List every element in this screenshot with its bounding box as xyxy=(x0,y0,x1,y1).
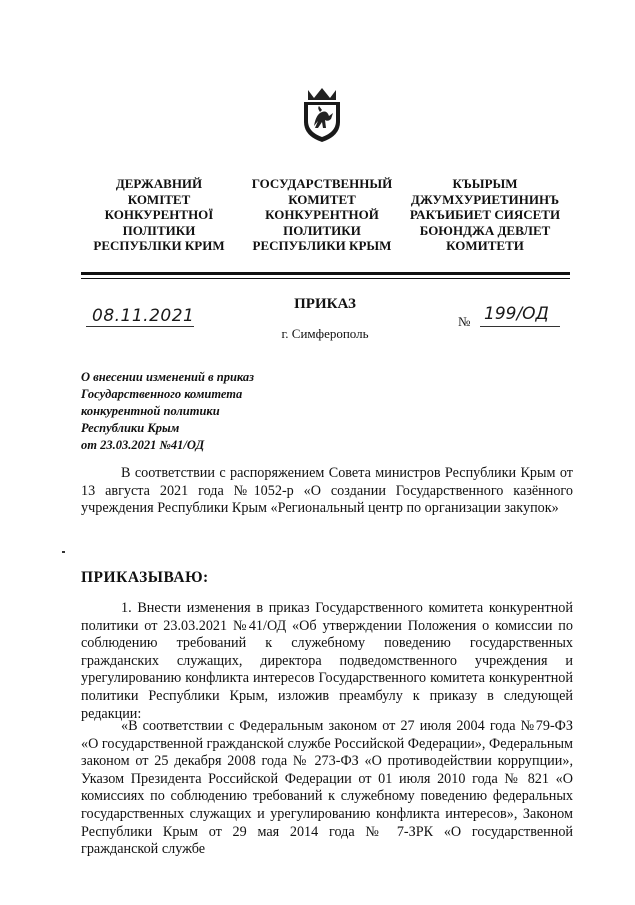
header-right-line: БОЮНДЖА ДЕВЛЕТ xyxy=(419,222,551,238)
order-number-label: № xyxy=(458,314,471,329)
header-center-line: ГОСУДАРСТВЕННЫЙ xyxy=(251,176,393,191)
header-center-line: КОМИТЕТ xyxy=(288,191,356,207)
new-preamble-paragraph: «В соответствии с Федеральным законом от 27 июля 2004 года №79-ФЗ «О государственной гражданской службе Российской Федерации», Федеральным законом от 25 декабря 2008 года № 273-ФЗ «О противодействии коррупции», Указом Президента Российской Федерации от 01 июля 2010 года № 821 «О комиссиях по соблюдению требований к служебному поведению федеральных государственных служащих и урегулированию конфликта интересов», Законом Республики Крым от 29 мая 2014 года № 7-ЗРК «О государственной гражданской службе xyxy=(81,718,573,858)
order-word: ПРИКАЗЫВАЮ: xyxy=(81,569,209,586)
subject-line: от 23.03.2021 №41/ОД xyxy=(81,438,205,452)
header-center-line: КОНКУРЕНТНОЙ xyxy=(265,207,379,222)
crimea-coat-of-arms-icon xyxy=(300,86,344,144)
header-center-line: ПОЛИТИКИ xyxy=(283,222,361,238)
item-1-paragraph: 1. Внести изменения в приказ Государственного комитета конкурентной политики от 23.03.2021 №41/ОД «Об утверждении Положения о комиссии по соблюдению требований к служебному поведению государственных гражданских служащих, директора подведомственного учреждения и урегулированию конфликта интересов Государственного комитета конкурентной политики Республики Крым, изложив преамбулу к приказу в следующей редакции: xyxy=(81,600,573,722)
header-left-line: ДЕРЖАВНИЙ xyxy=(115,176,203,191)
order-number: 199/ОД xyxy=(484,304,549,324)
header-right-line: КЪЫРЫМ xyxy=(452,176,518,191)
margin-mark xyxy=(62,551,65,553)
header-divider-thin xyxy=(81,278,570,279)
header-right-line: РАКЪИБИЕТ СИЯСЕТИ xyxy=(409,207,561,222)
order-city: г. Симферополь xyxy=(281,326,369,341)
header-left-line: КОНКУРЕНТНОЇ xyxy=(104,207,214,222)
header-left-line: ПОЛІТИКИ xyxy=(122,222,196,238)
header-right-line: КОМИТЕТИ xyxy=(446,238,524,253)
header-left-block xyxy=(79,176,239,254)
header-right-line: ДЖУМХУРИЕТИНИНЪ xyxy=(410,191,560,207)
preamble-paragraph: В соответствии с распоряжением Совета министров Республики Крым от 13 августа 2021 года №1052-р «О создании Государственного казённого учреждения Республики Крым «Региональный центр по организации закупок» xyxy=(81,465,573,517)
subject-line: Государственного комитета xyxy=(81,387,243,401)
header-left-line: РЕСПУБЛІКИ КРИМ xyxy=(93,238,225,253)
subject-line: О внесении изменений в приказ xyxy=(81,370,255,384)
header-right-block xyxy=(405,176,565,254)
date-underline xyxy=(86,326,194,327)
order-date: 08.11.2021 xyxy=(92,306,195,326)
number-underline xyxy=(480,326,560,327)
subject-line: Республики Крым xyxy=(81,421,180,435)
header-center-line: РЕСПУБЛИКИ КРЫМ xyxy=(252,238,392,253)
header-center-block xyxy=(242,176,402,254)
order-title: ПРИКАЗ xyxy=(294,296,356,312)
order-subject xyxy=(81,369,341,454)
header-divider-thick xyxy=(81,272,570,275)
header-left-line: КОМІТЕТ xyxy=(127,191,191,207)
subject-line: конкурентной политики xyxy=(81,404,220,418)
